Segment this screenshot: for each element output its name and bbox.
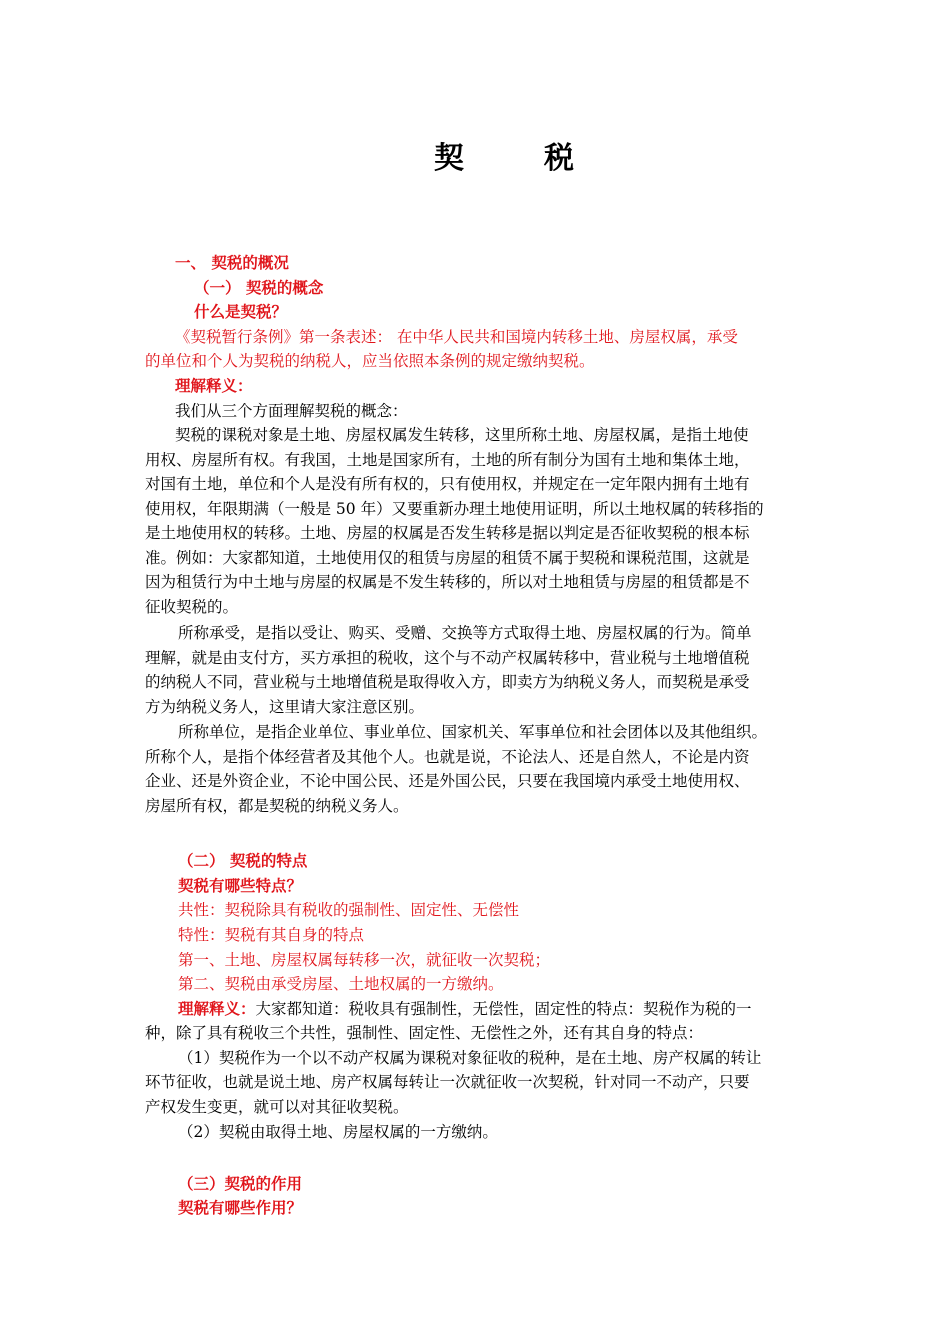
law-quote-line-1: 《契税暂行条例》第一条表述： 在中华人民共和国境内转移土地、房屋权属，承受 bbox=[175, 328, 738, 346]
item1-line: 产权发生变更，就可以对其征收契税。 bbox=[145, 1098, 409, 1116]
section1-heading: 一、 契税的概况 bbox=[175, 254, 289, 272]
item1-line: 环节征收，也就是说土地、房产权属每转让一次就征收一次契税，针对同一不动产，只要 bbox=[145, 1073, 750, 1091]
p2-line: 方为纳税义务人，这里请大家注意区别。 bbox=[145, 698, 425, 716]
section2-heading: （二） 契税的特点 bbox=[178, 852, 308, 870]
section2-question: 契税有哪些特点？ bbox=[178, 877, 303, 895]
p1-line: 使用权，年限期满（一般是 50 年）又要重新办理土地使用证明，所以土地权属的转移指的 bbox=[145, 500, 764, 518]
item2-line: （2）契税由取得土地、房屋权属的一方缴纳。 bbox=[178, 1123, 498, 1141]
p1-line: 因为租赁行为中土地与房屋的权属是不发生转移的，所以对土地租赁与房屋的租赁都是不 bbox=[145, 573, 750, 591]
intro-text: 我们从三个方面理解契税的概念： bbox=[175, 402, 408, 420]
p3-line: 所称个人，是指个体经营者及其他个人。也就是说，不论法人、还是自然人，不论是内资 bbox=[145, 748, 750, 766]
section1-question: 什么是契税？ bbox=[194, 303, 288, 321]
understand-label-1: 理解释义： bbox=[175, 377, 253, 395]
section3-heading: （三）契税的作用 bbox=[178, 1175, 303, 1193]
p1-line: 对国有土地，单位和个人是没有所有权的，只有使用权，并规定在一定年限内拥有土地有 bbox=[145, 475, 750, 493]
p1-line: 准。例如：大家都知道，土地使用仅的租赁与房屋的租赁不属于契税和课税范围，这就是 bbox=[145, 549, 750, 567]
p1-line: 征收契税的。 bbox=[145, 598, 239, 616]
p3-line: 房屋所有权，都是契税的纳税义务人。 bbox=[145, 797, 409, 815]
p2-line: 所称承受，是指以受让、购买、受赠、交换等方式取得土地、房屋权属的行为。简单 bbox=[178, 624, 752, 642]
understand-text-2: 种，除了具有税收三个共性，强制性、固定性、无偿性之外，还有其自身的特点： bbox=[145, 1024, 704, 1042]
p1-line: 是土地使用权的转移。土地、房屋的权属是否发生转移是据以判定是否征收契税的根本标 bbox=[145, 524, 750, 542]
item1-line: （1）契税作为一个以不动产权属为课税对象征收的税种，是在土地、房产权属的转让 bbox=[178, 1049, 762, 1067]
p2-line: 的纳税人不同，营业税与土地增值税是取得收入方，即卖方为纳税义务人，而契税是承受 bbox=[145, 673, 750, 691]
special-traits: 特性：契税有其自身的特点 bbox=[178, 926, 365, 944]
p3-line: 所称单位，是指企业单位、事业单位、国家机关、军事单位和社会团体以及其他组织。 bbox=[178, 723, 768, 741]
title-char-2: 税 bbox=[544, 141, 576, 176]
page-title bbox=[0, 133, 950, 177]
trait-first: 第一、土地、房屋权属每转移一次，就征收一次契税； bbox=[178, 951, 551, 969]
p1-line: 契税的课税对象是土地、房屋权属发生转移，这里所称土地、房屋权属，是指土地使 bbox=[175, 426, 749, 444]
section3-question: 契税有哪些作用？ bbox=[178, 1199, 303, 1217]
p2-line: 理解，就是由支付方，买方承担的税收，这个与不动产权属转移中，营业税与土地增值税 bbox=[145, 649, 750, 667]
title-char-1: 契 bbox=[434, 141, 466, 176]
p1-line: 用权、房屋所有权。有我国，土地是国家所有，土地的所有制分为国有土地和集体土地， bbox=[145, 451, 750, 469]
section1-sub-heading: （一） 契税的概念 bbox=[194, 279, 324, 297]
p3-line: 企业、还是外资企业，不论中国公民、还是外国公民，只要在我国境内承受土地使用权、 bbox=[145, 772, 750, 790]
understand-text-1: 大家都知道：税收具有强制性，无偿性，固定性的特点：契税作为税的一 bbox=[255, 1000, 752, 1018]
trait-second: 第二、契税由承受房屋、土地权属的一方缴纳。 bbox=[178, 975, 504, 993]
common-traits: 共性：契税除具有税收的强制性、固定性、无偿性 bbox=[178, 901, 520, 919]
law-quote-line-2: 的单位和个人为契税的纳税人，应当依照本条例的规定缴纳契税。 bbox=[145, 352, 595, 370]
understand-label-2: 理解释义： bbox=[178, 1000, 256, 1018]
understand-paragraph bbox=[178, 998, 752, 1020]
